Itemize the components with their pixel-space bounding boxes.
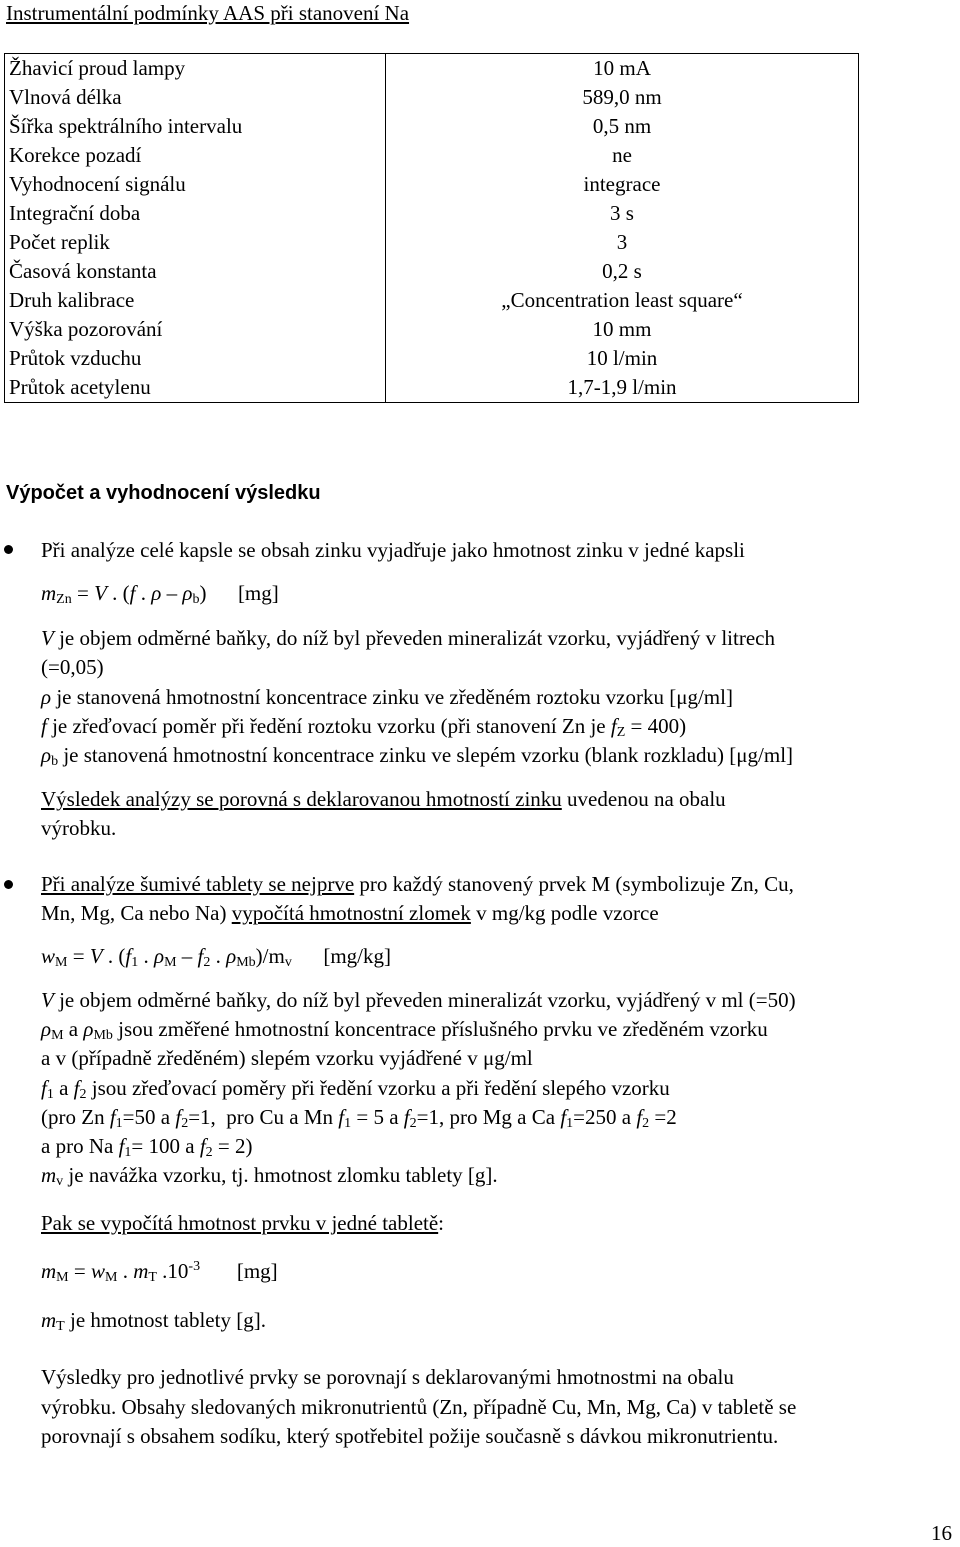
tablet-intro-rest: pro každý stanovený prvek M (symbolizuje Zn, Cu, (354, 872, 794, 896)
tablet-intro2-b: v mg/kg podle vzorce (470, 901, 659, 925)
param-label: Vyhodnocení signálu (5, 170, 386, 199)
table-row (5, 315, 859, 344)
bullet-icon (4, 545, 13, 554)
capsule-def-v2: (=0,05) (41, 655, 104, 679)
table-row (5, 286, 859, 315)
page-number: 16 (931, 1521, 952, 1545)
capsule-def-v: V je objem odměrné baňky, do níž byl převeden mineralizát vzorku, vyjádřený v litrech (41, 626, 775, 650)
tablet-formula: $w_M = V$ . ($f_1$ . $\rho_M - f_2$ . $\rho_{Mb})/m_v$ [mg/kg] (41, 944, 391, 970)
param-label: Časová konstanta (5, 257, 386, 286)
def-text: je stanovená hmotnostní koncentrace zinku ve zředěném roztoku vzorku [μg/ml] (51, 685, 733, 709)
table-row (5, 83, 859, 112)
tablet-conclusion-2: výrobku. Obsahy sledovaných mikronutrientů (Zn, případně Cu, Mn, Mg, Ca) v tabletě se (41, 1395, 797, 1419)
bullet-icon (4, 880, 13, 889)
tablet-intro (41, 871, 794, 898)
tablet-calc-formula: $m_M = w_M$ . $m_T$ $.10^{-3}$ [mg] (41, 1259, 278, 1285)
param-label: Druh kalibrace (5, 286, 386, 315)
capsule-result-2: výrobku. (41, 816, 117, 840)
tablet-conclusion-1: Výsledky pro jednotlivé prvky se porovnají s deklarovanými hmotnostmi na obalu (41, 1365, 734, 1389)
result-underlined: Výsledek analýzy se porovná s deklarovanou hmotností zinku (41, 787, 562, 811)
capsule-formula: $m_{Zn} = V$ . (f . ρ – $\rho_b$) [mg] (41, 581, 279, 607)
tablet-calc-heading: Pak se vypočítá hmotnost prvku v jedné tabletě: (41, 1211, 445, 1235)
tablet-intro-2 (41, 900, 659, 927)
param-value: 0,2 s (386, 257, 859, 286)
table-row (5, 199, 859, 228)
capsule-formula-unit: [mg] (237, 581, 279, 605)
tablet-intro2-underlined: vypočítá hmotnostní zlomek (231, 901, 471, 925)
table-row (5, 257, 859, 286)
param-label: Vlnová délka (5, 83, 386, 112)
table-row (5, 373, 859, 403)
table-row (5, 54, 859, 84)
def-text: je hmotnost tablety [g]. (64, 1308, 266, 1332)
tablet-conclusion-3: porovnají s obsahem sodíku, který spotřebitel požije současně s dávkou mikronutrientu. (41, 1424, 779, 1448)
tablet-def-f-values: (pro Zn $f_1=50$ a $f_2=1$, pro Cu a Mn $f_1 = 5$ a $f_2=1$, pro Mg a Ca $f_1=250$ a $f_2 =2$ (41, 1105, 677, 1131)
table-row (5, 112, 859, 141)
param-value: integrace (386, 170, 859, 199)
def-text: je zřeďovací poměr při ředění roztoku vzorku (při stanovení Zn je (46, 714, 611, 738)
tablet-def-mv: $m_v$ je navážka vzorku, tj. hmotnost zlomku tablety [g]. (41, 1163, 498, 1189)
tablet-intro2-a: Mn, Mg, Ca nebo Na) (41, 901, 232, 925)
def-text: jsou zřeďovací poměry při ředění vzorku a při ředění slepého vzorku (86, 1076, 670, 1100)
capsule-result (41, 786, 726, 813)
tablet-def-rho2: a v (případně zředěném) slepém vzorku vyjádřené v μg/ml (41, 1046, 533, 1070)
param-label: Průtok vzduchu (5, 344, 386, 373)
table-row (5, 170, 859, 199)
capsule-intro: Při analýze celé kapsle se obsah zinku vyjadřuje jako hmotnost zinku v jedné kapsli (41, 538, 745, 562)
param-label: Korekce pozadí (5, 141, 386, 170)
param-value: 3 s (386, 199, 859, 228)
section-heading: Výpočet a vyhodnocení výsledku (6, 482, 321, 504)
page-title: Instrumentální podmínky AAS při stanovení Na (6, 1, 410, 25)
tablet-def-f: $f_1$ a $f_2$ jsou zřeďovací poměry při ředění vzorku a při ředění slepého vzorku (41, 1076, 670, 1102)
param-label: Výška pozorování (5, 315, 386, 344)
capsule-def-rho: ρ je stanovená hmotnostní koncentrace zinku ve zředěném roztoku vzorku [μg/ml] (41, 685, 733, 709)
def-text: je objem odměrné baňky, do níž byl převeden mineralizát vzorku, vyjádřený v litrech (53, 626, 775, 650)
param-value: 10 mA (386, 54, 859, 84)
param-value: 0,5 nm (386, 112, 859, 141)
tablet-def-f-values-2: a pro Na $f_1= 100$ a $f_2 = 2$) (41, 1134, 253, 1160)
calc-heading-underlined: Pak se vypočítá hmotnost prvku v jedné tabletě (41, 1211, 439, 1235)
tablet-def-v: V je objem odměrné baňky, do níž byl převeden mineralizát vzorku, vyjádřený v ml (=50) (41, 988, 796, 1012)
table-row (5, 344, 859, 373)
param-value: 10 l/min (386, 344, 859, 373)
capsule-def-rhob: $\rho_b$ je stanovená hmotnostní koncentrace zinku ve slepém vzorku (blank rozkladu) [μg/ml] (41, 743, 794, 769)
tablet-def-mt: $m_T$ je hmotnost tablety [g]. (41, 1308, 266, 1334)
param-label: Počet replik (5, 228, 386, 257)
tablet-formula-unit: [mg/kg] (323, 944, 391, 968)
param-label: Průtok acetylenu (5, 373, 386, 403)
tablet-intro-underlined: Při analýze šumivé tablety se nejprve (41, 872, 355, 896)
param-value: „Concentration least square“ (386, 286, 859, 315)
def-text: jsou změřené hmotnostní koncentrace příslušného prvku ve zředěném vzorku (112, 1017, 768, 1041)
param-label: Integrační doba (5, 199, 386, 228)
table-row (5, 141, 859, 170)
param-value: 589,0 nm (386, 83, 859, 112)
param-value: 10 mm (386, 315, 859, 344)
param-value: 1,7-1,9 l/min (386, 373, 859, 403)
tablet-def-rho: $\rho_M$ a $\rho_{Mb}$ jsou změřené hmotnostní koncentrace příslušného prvku ve zředěném vzorku (41, 1017, 768, 1043)
param-label: Žhavicí proud lampy (5, 54, 386, 84)
result-rest: uvedenou na obalu (561, 787, 726, 811)
calc-unit: [mg] (236, 1259, 278, 1283)
capsule-def-f: f je zřeďovací poměr při ředění roztoku vzorku (při stanovení Zn je $f_Z = 400$) (41, 714, 687, 740)
def-text: je navážka vzorku, tj. hmotnost zlomku tablety [g]. (63, 1163, 498, 1187)
table-row (5, 228, 859, 257)
params-table (4, 53, 859, 403)
def-text: je objem odměrné baňky, do níž byl převeden mineralizát vzorku, vyjádřený v ml (=50) (53, 988, 796, 1012)
param-label: Šířka spektrálního intervalu (5, 112, 386, 141)
def-text-end: = 400) (625, 714, 687, 738)
def-text: je stanovená hmotnostní koncentrace zinku ve slepém vzorku (blank rozkladu) [μg/ml] (58, 743, 794, 767)
param-value: ne (386, 141, 859, 170)
param-value: 3 (386, 228, 859, 257)
